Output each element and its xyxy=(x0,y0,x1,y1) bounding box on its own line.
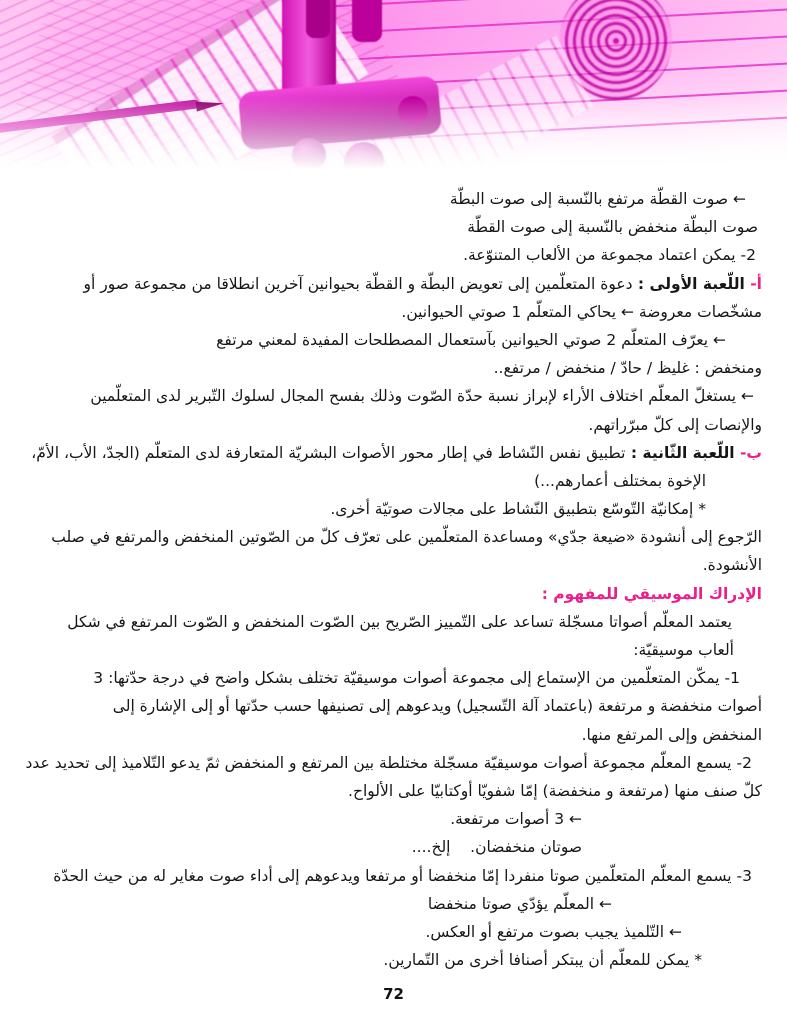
text-line: ← صوت القطّة مرتفع بالنّسبة إلى صوت البطّة xyxy=(449,190,746,208)
text-line: 2- يمكن اعتماد مجموعة من الألعاب المتنوّعة. xyxy=(463,246,756,265)
line-text: دعوة المتعلّمين إلى تعويض البطّة و القطّة بحيوانين آخرين انطلاقا من مجموعة صور أو xyxy=(83,274,633,293)
text-line: الأنشودة. xyxy=(702,556,762,575)
text-line: ← التّلميذ يجيب بصوت مرتفع أو العكس. xyxy=(425,922,682,941)
list-marker-a: أ- xyxy=(744,274,762,293)
game-two-label: اللّعبة الثّانية : xyxy=(625,443,735,462)
text-line: 2- يسمع المعلّم مجموعة أصوات موسيقيّة مسجّلة مختلطة بين المرتفع و المنخفض ثمّ يدعو التّلاميذ إلى تحديد عدد xyxy=(25,753,752,772)
text-line: ألعاب موسيقيّة: xyxy=(633,641,734,659)
text-line: والإنصات إلى كلّ مبرّراتهم. xyxy=(588,415,762,434)
header-collage-banner xyxy=(0,0,787,178)
text-line: ← المعلّم يؤدّي صوتا منخفضا xyxy=(427,894,612,913)
text-line: المنخفض وإلى المرتفع منها. xyxy=(581,725,762,744)
text-line: كلّ صنف منها (مرتفعة و منخفضة) إمّا شفويّا أوكتابيّا على الألواح. xyxy=(348,781,762,800)
text-line-game-two xyxy=(25,439,762,467)
text-line: 3- يسمع المعلّم المتعلّمين صوتا منفردا إمّا منخفضا أو مرتفعا ويدعوهم إلى أداء صوت مغاير له من حيث الحدّة xyxy=(53,866,752,885)
text-line: ومنخفض : غليظ / حادّ / منخفض / مرتفع.. xyxy=(493,359,762,378)
text-line: يعتمد المعلّم أصواتا مسجّلة تساعد على التّمييز الصّريح بين الصّوت المنخفض و الصّوت المرتفع في شكل xyxy=(67,612,732,631)
text-line: * يمكن للمعلّم أن يبتكر أصنافا أخرى من التّمارين. xyxy=(383,951,702,970)
page-body-text xyxy=(25,185,762,985)
game-one-label: اللّعبة الأولى : xyxy=(632,274,745,293)
list-marker-b: ب- xyxy=(734,443,762,462)
line-text: تطبيق نفس النّشاط في إطار محور الأصوات البشريّة المتعارفة لدى المتعلّم (الجدّ، الأب، الأمّ، xyxy=(31,443,626,462)
text-line: 1- يمكّن المتعلّمين من الإستماع إلى مجموعة أصوات موسيقيّة تختلف بشكل واضح في درجة حدّتها: 3 xyxy=(93,669,740,688)
text-line: صوتان منخفضان. إلخ.... xyxy=(411,838,582,857)
text-line: الإخوة بمختلف أعمارهم...) xyxy=(534,471,706,490)
section-heading-musical-perception: الإدراك الموسيقي للمفهوم : xyxy=(541,584,762,603)
page-number: 72 xyxy=(383,985,404,1003)
text-line-game-one xyxy=(25,270,762,298)
text-line: أصوات منخفضة و مرتفعة (باعتماد آلة التّسجيل) ويدعوهم إلى تصنيفها حسب حدّتها أو إلى الإشارة إلى xyxy=(112,697,762,716)
text-line: ← يعرّف المتعلّم 2 صوتي الحيوانين بآستعمال المصطلحات المفيدة لمعني مرتفع xyxy=(216,330,726,349)
text-line: ← 3 أصوات مرتفعة. xyxy=(450,810,582,829)
text-line: الرّجوع إلى أنشودة «ضيعة جدّي» ومساعدة المتعلّمين على تعرّف كلّ من الصّوتين المنخفض والمرتفع في صلب xyxy=(51,528,762,547)
text-line: * إمكانيّة التّوسّع بتطبيق النّشاط على مجالات صوتيّة أخرى. xyxy=(330,500,706,519)
text-line: صوت البطّة منخفض بالنّسبة إلى صوت القطّة xyxy=(467,218,758,237)
banner-fade-overlay xyxy=(0,0,787,178)
text-line: مشخّصات معروضة ← يحاكي المتعلّم 1 صوتي الحيوانين. xyxy=(401,302,762,321)
text-line: ← يستغلّ المعلّم اختلاف الأراء لإبراز نسبة حدّة الصّوت وذلك بفسح المجال لسلوك التّبرير لدى المتعلّمين xyxy=(90,387,754,406)
